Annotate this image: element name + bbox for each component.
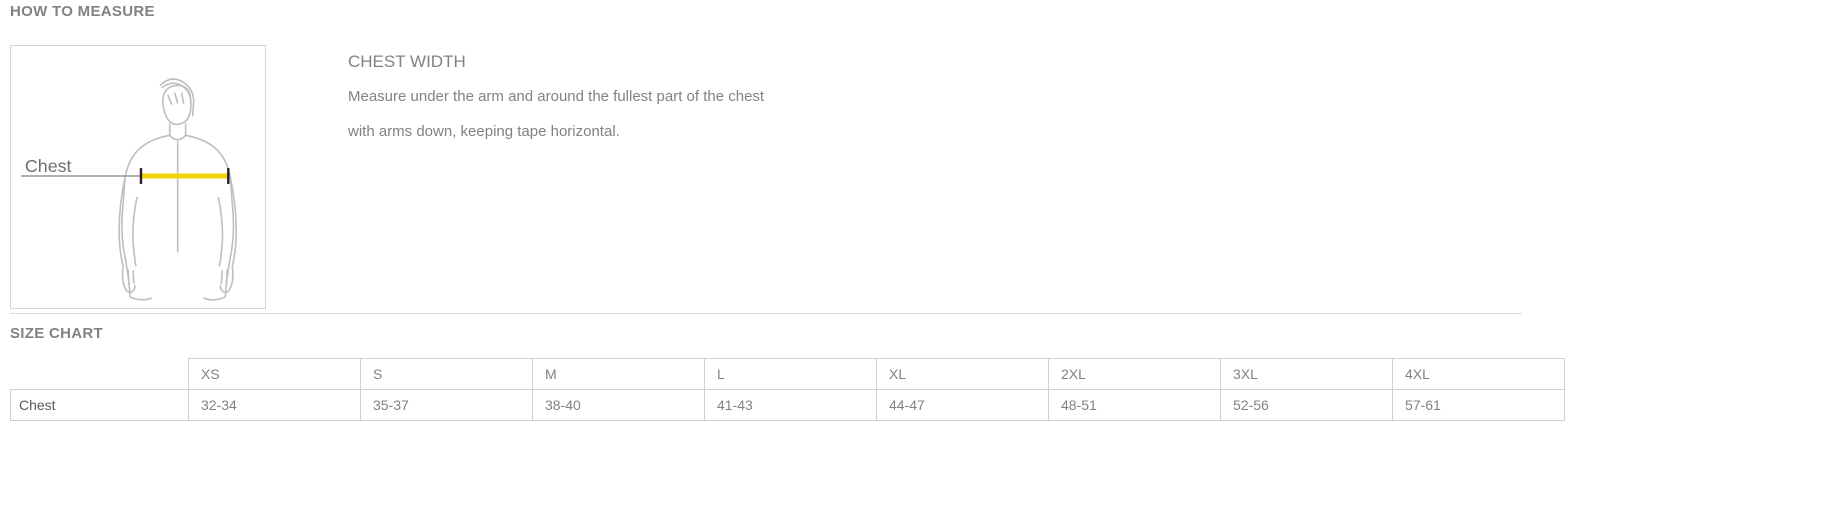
table-header-cell: M (533, 359, 705, 390)
table-corner-cell (11, 359, 189, 390)
table-cell: 52-56 (1221, 390, 1393, 421)
table-cell: 41-43 (705, 390, 877, 421)
table-header-cell: 3XL (1221, 359, 1393, 390)
table-header-cell: S (361, 359, 533, 390)
table-row (11, 390, 1565, 421)
body-figure-illustration (11, 46, 265, 308)
how-to-measure-heading: HOW TO MEASURE (10, 3, 155, 20)
table-cell: 35-37 (361, 390, 533, 421)
chest-label: Chest (24, 156, 72, 177)
table-header-cell: XL (877, 359, 1049, 390)
size-chart-table (10, 358, 1565, 421)
size-chart-heading: SIZE CHART (10, 325, 103, 342)
measurement-instruction-line-1: Measure under the arm and around the fullest part of the chest (348, 88, 765, 105)
measurement-diagram (10, 45, 266, 309)
measurement-description (348, 45, 1248, 149)
table-header-cell: XS (189, 359, 361, 390)
table-row-label: Chest (11, 390, 189, 421)
section-divider (10, 313, 1522, 314)
table-cell: 48-51 (1049, 390, 1221, 421)
table-header-cell: 4XL (1393, 359, 1565, 390)
table-cell: 44-47 (877, 390, 1049, 421)
measurement-instruction-line-2: with arms down, keeping tape horizontal. (348, 123, 620, 140)
measurement-title: CHEST WIDTH (348, 52, 466, 71)
table-header-row (11, 359, 1565, 390)
table-header-cell: L (705, 359, 877, 390)
table-header-cell: 2XL (1049, 359, 1221, 390)
table-cell: 57-61 (1393, 390, 1565, 421)
table-cell: 38-40 (533, 390, 705, 421)
table-cell: 32-34 (189, 390, 361, 421)
